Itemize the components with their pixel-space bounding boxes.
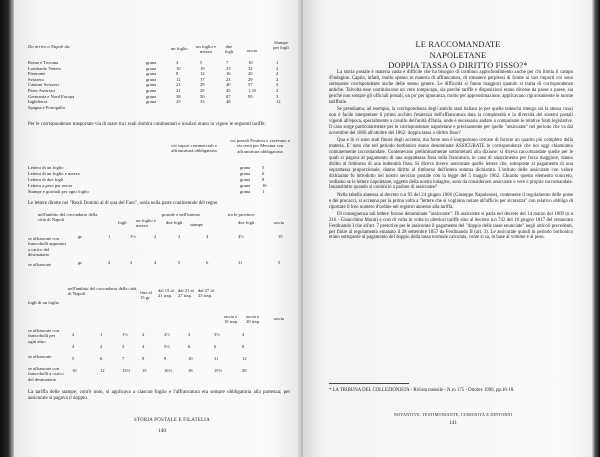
table4-cell: 12 [100, 368, 105, 373]
article-paragraph: Nella tabella annessa al decreto n.n 95 del 24 giugno 1806 (Giuseppe Napoleone), contenente il regolamento delle poste e dei procacci, si accenna per la prima volta a "lettere che si vogliono notare all'ufficio per sicurezza" con relativo obbligo di riportare il loro numero d'ordine nel registro annesso alla tariffa. [329, 192, 573, 210]
table3-header-b: fogli [118, 220, 127, 225]
table1-row-label: Roma e Toscana [28, 60, 59, 65]
table1-cell: 95 [248, 93, 253, 99]
table4-cell: 6 [188, 344, 191, 349]
table4-cell: 3 [188, 332, 191, 337]
table1-cell: 12 [276, 99, 281, 105]
table1-cell: 50 [200, 93, 205, 99]
table4-cell: 4 [242, 332, 245, 337]
table1-col-header: oncia [247, 48, 257, 53]
table4-header-h: oncia [274, 316, 284, 321]
table1-cell: 1,35 [248, 88, 257, 93]
table4-cell: 4 [72, 344, 75, 349]
footnote: * LA TRIBUNA DEL COLLEZIONISTA - Rivista mensile - N.ro 175 - Ottobre 1990, pp.16-18. [329, 388, 515, 393]
table4-cell: 20 [242, 368, 247, 373]
table2-cell: 6 [262, 171, 265, 176]
left-page [14, 0, 303, 457]
table1-cell: 2 [276, 71, 279, 77]
table3-cell: 6 [206, 260, 209, 265]
table4-cell: 13½ [122, 368, 131, 373]
table4-cell: 8 [242, 344, 245, 349]
table3-cell: 4 [154, 260, 157, 265]
table4 [28, 286, 298, 386]
table1-row-unit: grana [146, 76, 157, 82]
right-footer: NOVANTIVE, TESTIMONIANTE, CURIOSITÀ E DINTORNI [393, 412, 513, 417]
table1-cell: 19 [200, 65, 205, 71]
table1-row-label: Cantoni Svizzeri [28, 82, 59, 88]
table1-row-unit: grana [146, 60, 157, 65]
table4-cell: 1 [100, 332, 103, 337]
table3-cell: 5 [178, 260, 181, 265]
table1-header-left: Da arrivo a Napoli da: [28, 44, 71, 49]
table3-cell: 4½ [238, 234, 244, 239]
table4-cell: 12 [242, 356, 247, 361]
table3-cell: 3 [130, 260, 133, 265]
table2-row-unit: grana [240, 183, 251, 188]
table2-row-unit: grana [240, 171, 251, 176]
table2-row-label: Lettera a peso per oncia [28, 183, 72, 188]
table3-cell: gr. [78, 234, 83, 239]
table3-header-g: tra le province [228, 212, 255, 217]
table1-row-unit: grana [146, 99, 157, 105]
table4-cell: 2½ [164, 332, 170, 337]
table1-row-unit: grana [146, 88, 157, 93]
table2-cell: 8 [262, 177, 265, 182]
table2-row-label: Lettera di un foglio e mezzo [28, 171, 80, 176]
table4-label-b: se affrancate con francobolli per ogni altro [28, 328, 60, 344]
table3-header-d: postale e nell'interno [162, 212, 201, 217]
table4-header-f: oncia e 10 trap. [224, 314, 239, 325]
table1-row-unit: grana [146, 82, 157, 88]
table4-cell: 16½ [164, 368, 173, 373]
table1-col-header: due fogli [224, 44, 234, 55]
table2-row-label: Lettera di un foglio [28, 165, 64, 170]
table1-row-unit: grana [146, 65, 157, 71]
right-page [303, 0, 592, 457]
table3-row-b [78, 260, 298, 266]
article-paragraph: Qua e là vi sono stati finora degli accenni, ma forse non è inopportuno cercare di fornire un quadro più completo della materia. E' noto che nel periodo borbonico erano denominate ASSICURATE le corrispondenze che noi oggi chiamiamo comunemente raccomandate. Contenevano preliminarmente sottometarti alla dizione: si diceva raccomandate quelle per le quali si pagava al pagamento di una soprattassa fissa sulla francatura, in caso di smarrimento per forza maggiore, danno diritto al rimborso di una indennità fissa. Si diceva invece assicurate quelle lettere che, sottoposte al pagamento di una soprattassa proporzionale, danno diritto al rimborso dell'intera somma dichiarata. L'istituto delle assicurate con valore dichiarato fu introdotto nel nostro servizio postale con la legge del 5 maggio 1862. Chiarito questo elemento concreto, vediamo se le lettere napoletane, oggetto della nostra indagine, sono da considerarsi assicurate o vere e proprie raccomandate. Innanzitutto quando si cominciò a parlare di assicurate? [329, 137, 573, 191]
table1-row-unit: grana [146, 93, 157, 99]
article-paragraph: Di conseguenza tali lettere furono denominate "assicurate". Di assicurate si parla nel decreto del 14 marzo del 1809 (n.n 316 - Gioacchino Murat) e così di volta in volta in ulteriori tariffe sino al decreto n.n 742 del 10 giugno 1817 del restaurato Ferdinando I che all'art. 7 prescrive per le assicurate il pagamento del "doppio delle tasse enunciate" negli articoli precedenti, per finire al regolamento emanato il 28 settembre 1857 da Ferdinando II (art. 3). Le assicurate quindi in periodo borbonico erano sottoposte al pagamento del doppio della tassa normale calcolata, come si sa, in base al volume e al peso. [329, 211, 573, 241]
table1-row-label: Germania e Nord Europa [28, 93, 75, 99]
table2-row-unit: grana [240, 189, 251, 194]
table1-cell: 87 [226, 93, 231, 99]
table1-cell: 3 [276, 93, 279, 99]
paragraph-1: Per le corrispondenze trasportate via di mare tra i reali domini continentali e insulari erano in vigore le seguenti tariffe: [28, 122, 266, 127]
table4-cell: 6 [100, 356, 103, 361]
paragraph-2: Le lettere dirette nei "Reali Domini al di qua del Faro", ossia nella parte continentale del regno [28, 201, 218, 206]
table1-cell: 48 [226, 99, 231, 105]
table4-cell: 5 [72, 356, 75, 361]
table1-cell: 33 [200, 99, 205, 105]
table4-header-c: dal 15 al 21 trap. [158, 288, 174, 299]
table3-cell: 4 [206, 234, 209, 239]
table4-cell: 18 [188, 368, 193, 373]
table1-cell: 38 [176, 93, 181, 99]
background-edge-left [0, 0, 14, 457]
table4-cell: 4 [142, 344, 145, 349]
table1-cell: 23 [226, 65, 231, 71]
table3-cell: 15 [278, 234, 283, 239]
table2-cell: 1 [262, 189, 265, 194]
table4-cell: 10 [188, 356, 193, 361]
table1-cell: 10 [248, 60, 253, 65]
table1-cell: 57 [248, 82, 253, 88]
table2-col-b: coi postali Postiera e vacevano e via terra per Messina con affrancatura obbligatoria [230, 138, 290, 154]
table1-cell: 16 [226, 71, 231, 77]
table2-cell: 5 [262, 165, 265, 170]
table3-header-a: nell'ambito del circondario della città di Napoli [38, 212, 98, 223]
article-body [329, 70, 573, 243]
table3-header-f: stampe [190, 222, 204, 227]
table3-cell: 11 [238, 260, 243, 265]
table1-cell: 29 [200, 82, 205, 88]
table3-row-a [78, 234, 298, 240]
table4-cell: 9 [164, 356, 167, 361]
table4-cell: 7 [122, 356, 125, 361]
table2-row-label: Stampe e giornali per ogni foglio [28, 189, 89, 194]
table1-cell: 29 [200, 88, 205, 93]
table2-col-a: coi vapori commerciali e affrancatura obbligatoria [171, 143, 217, 154]
table4-cell: 8 [142, 356, 145, 361]
table1-cell: 21 [176, 82, 181, 88]
table4-cell: 1½ [122, 332, 128, 337]
table4-header-d: dal 21 al 27 trap. [178, 288, 194, 299]
table4-cell: 11 [214, 356, 219, 361]
table4-cell: 5½ [164, 344, 170, 349]
table1-cell: 2 [276, 76, 279, 82]
footnote-rule [329, 383, 409, 384]
table3-cell: 1½ [130, 234, 136, 239]
table1-row-unit: grana [146, 71, 157, 77]
table4-label-a: fogli di un foglio [28, 300, 60, 305]
table3-label-b: se affrancate [28, 262, 52, 267]
table1-cell: 17 [200, 76, 205, 82]
article-title-line-2: DOPPIA TASSA O DIRITTO FISSO?* [388, 61, 528, 70]
table1-cell: 5 [200, 60, 203, 65]
table1-cell: 29 [248, 76, 253, 82]
table1-cell: 8 [176, 71, 179, 77]
table1-cell: 32 [248, 65, 253, 71]
table4-cell: 2 [72, 332, 75, 337]
table1-row-label: Lombardo Veneto [28, 65, 61, 71]
table1-cell: 25 [176, 99, 181, 105]
article-title-line-1: LE RACCOMANDATE NAPOLETANE [415, 40, 501, 60]
table1-row-label: Inghilterra [28, 99, 48, 105]
table1-row-label: Paesi Austriaci [28, 88, 56, 93]
table3-header-c: un foglio e mezzo [136, 218, 156, 229]
table1-cell: 10 [176, 65, 181, 71]
table3-header-i: oncia [274, 220, 284, 225]
table4-label-d: se affrancate con francobolli a carico del destinatario [28, 366, 64, 382]
table1-row-label: Spagna e Portogallo [28, 104, 65, 110]
table1-cell: 1 [276, 60, 279, 65]
table1-cell: 2 [276, 88, 279, 93]
background-edge-right [592, 0, 600, 457]
table3-cell: 2 [108, 260, 111, 265]
table2-cell: 16 [262, 183, 267, 188]
table3-header-h: due fogli [238, 220, 255, 225]
table1-cell: 45 [226, 88, 231, 93]
table4-header-e: dal 27 al 33 trap. [198, 288, 214, 299]
table3-label-a: se affrancate con francobolli appostati a carico del destinatario [28, 236, 66, 258]
article-paragraph: Se prendiamo, ad esempio, la corrispondenza degli antichi stati italiani (e per quelle tedeschi ritengo sia la stessa cosa) non è facile interpretare il primo acchito l'esatezza dell'affrancatura data la complessità e la diversità dei sistemi postali vigenti all'epoca, specialmente a cavallo dell'unità d'Italia, onde è necessario andare a compulsare le relative fonti legislative. Il caso sorge particolarmente per le corrispondenze napoletane e precisamente per quelle "assicurate" nel periodo che va dal novembre del 1860 all'ottobre del 1862: doppia tassa o diritto fisso? [329, 106, 573, 136]
table3-cell: 5 [278, 260, 281, 265]
article-paragraph: La storia postale è materia vasta e difficile che ha bisogno di continuo approfondimento anche per chi limita il campo d'indagine. Capita, infatti, molto spesso in materia di affrancatura, di rimanere perplessi di fronte ai vari importi coi sono sottoposte corrispondente anche delle stesso genere. Le difficoltà si fanno maggiori quando si tratta di corrispondenze antiche. Talvolta esse costituiscono un vero rompicapo, sia perché tariffe e disposizioni erano diverse da paese a paese, sia perché non sempre gli ufficiali postali, un po' per ignoranza, molto per approssimazione, applicavano rigorosamente le norme tariffarie. [329, 70, 573, 105]
table4-header-g: oncia e 20 trap. [246, 314, 261, 325]
table1-cell: 21 [176, 88, 181, 93]
article-title [388, 40, 528, 72]
table3-header-e: due fogli [166, 220, 183, 225]
table1-col-header: un foglio e mezzo [196, 44, 216, 55]
table1-col-header: un foglio [171, 46, 188, 51]
table4-label-c: se affrancate [28, 354, 52, 359]
table2-row-label: Lettera di due fogli [28, 177, 64, 182]
table3 [28, 212, 298, 272]
table1-cell: 12 [200, 71, 205, 77]
table4-cell: 6 [214, 344, 217, 349]
table1-cell: 40 [226, 82, 231, 88]
table2-row-unit: grana [240, 165, 251, 170]
table4-cell: 2 [100, 344, 103, 349]
table4-cell: 3 [122, 344, 125, 349]
table4-cell: 10 [72, 368, 77, 373]
table1-cell: 12 [176, 76, 181, 82]
table1-cell: 3 [176, 60, 179, 65]
table2-row-unit: grana [240, 177, 251, 182]
table3-cell: gr. [78, 260, 83, 265]
left-page-number: 140 [158, 428, 167, 434]
table1-col-header: Stampe per fogli [273, 40, 289, 51]
paragraph-3: La tariffa delle stampe, com'è noto, si applicava a ciascun foglio e l'affrancatura era sempre obbligatoria alla partenza; per assicurate si pagava il doppio. [28, 390, 290, 402]
table1-cell: 7 [226, 60, 229, 65]
table3-cell: 2 [154, 234, 157, 239]
table1-row-label: Piemonte [28, 71, 46, 77]
right-page-number: 141 [449, 420, 458, 426]
table4-cell: 2 [142, 332, 145, 337]
table4-header-a: nell'ambito del circondario della città di Napoli [68, 286, 137, 297]
table4-cell: 19½ [214, 368, 223, 373]
table1-cell: 23 [226, 76, 231, 82]
table4-cell: 15 [142, 368, 147, 373]
table4-cell: 3½ [214, 332, 220, 337]
table3-cell: 3 [178, 234, 181, 239]
table1-row-label: Svizzera [28, 76, 44, 82]
table1-cell: 2 [276, 65, 279, 71]
left-footer: STORIA POSTALE E FILATELIA [134, 418, 210, 423]
table1-cell: 3 [276, 82, 279, 88]
table3-cell: 1 [108, 234, 111, 239]
table1-cell: 20 [248, 71, 253, 77]
table4-header-b: fino al 15 gr. [140, 290, 152, 301]
